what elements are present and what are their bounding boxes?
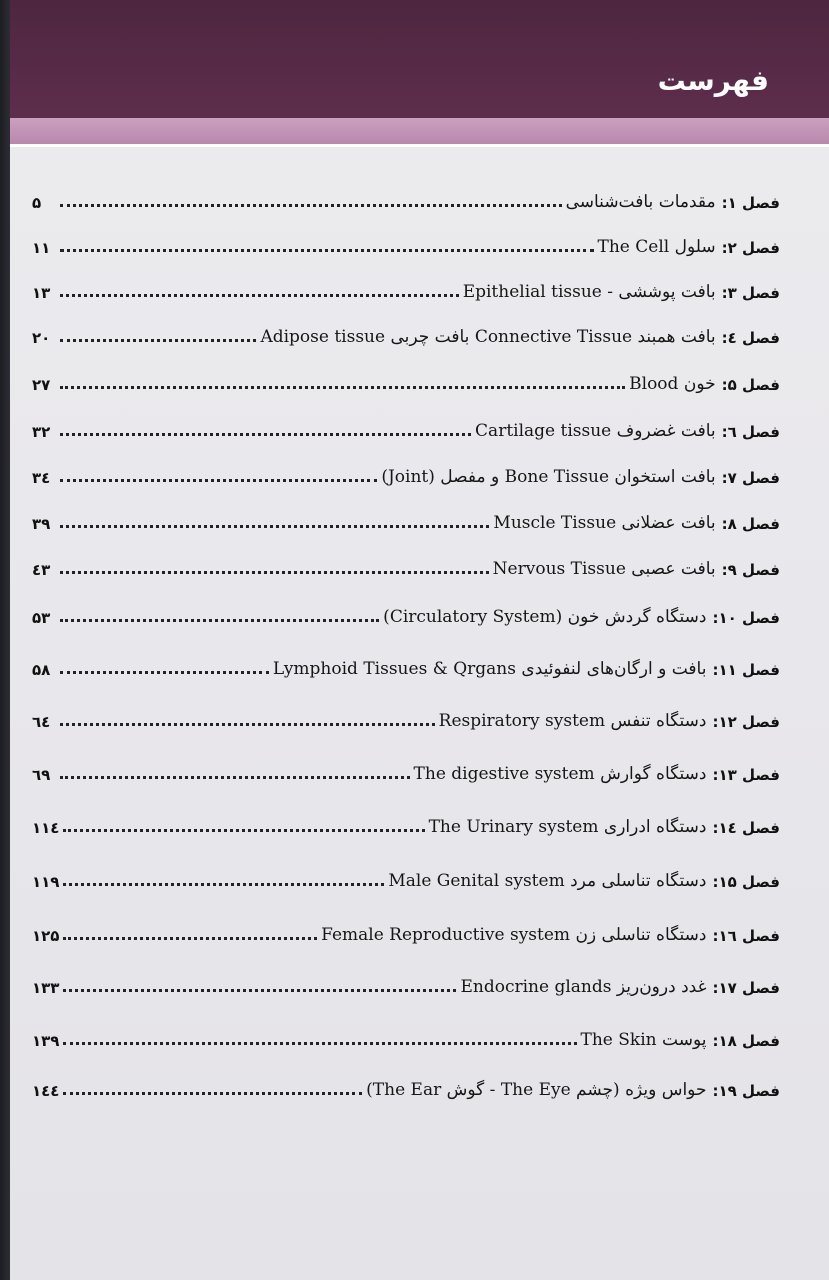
- page-number: ۱۲۵: [32, 927, 60, 945]
- page-number: ۱۱٤: [32, 819, 60, 837]
- page-number: ۵۳: [32, 609, 51, 627]
- toc-entry: [32, 1066, 780, 1100]
- chapter-title: دستگاه ادراری The Urinary system: [428, 817, 707, 837]
- chapter-number: فصل ۱٤:: [712, 819, 780, 837]
- page-number: ۳۹: [32, 515, 51, 533]
- page-number: ۳۲: [32, 423, 51, 441]
- toc-entry: [32, 178, 780, 212]
- chapter-number: فصل ۱۹:: [712, 1082, 780, 1100]
- toc-entry: [32, 963, 780, 997]
- chapter-title: بافت و ارگان‌های لنفوئیدی Lymphoid Tissues & Qrgans: [272, 659, 707, 679]
- dot-leader: [60, 671, 269, 674]
- chapter-number: فصل ۱۳:: [712, 766, 780, 784]
- dot-leader: [60, 433, 471, 436]
- toc-entry: [32, 453, 780, 487]
- chapter-title: پوست The Skin: [580, 1030, 707, 1050]
- chapter-number: فصل ۲:: [721, 239, 780, 257]
- chapter-title: بافت غضروف Cartilage tissue: [475, 421, 716, 441]
- dot-leader: [60, 776, 410, 779]
- dot-leader: [63, 1092, 362, 1095]
- header-divider: [10, 144, 829, 147]
- dot-leader: [60, 204, 562, 207]
- toc-entry: [32, 803, 780, 837]
- dot-leader: [63, 937, 317, 940]
- chapter-title: دستگاه تناسلی مرد Male Genital system: [388, 871, 707, 891]
- chapter-title: حواس ویژه (چشم The Eye - گوش The Ear): [366, 1080, 707, 1100]
- page-number: ۱۳۳: [32, 979, 60, 997]
- chapter-title: دستگاه گردش خون (Circulatory System): [383, 607, 707, 627]
- chapter-number: فصل ۱۵:: [712, 873, 780, 891]
- toc-entry: [32, 407, 780, 441]
- page-number: ۲۰: [32, 329, 51, 347]
- dot-leader: [60, 249, 594, 252]
- toc-page: [10, 0, 829, 1280]
- page-title: فهرست: [657, 64, 769, 97]
- dot-leader: [60, 525, 489, 528]
- page-number: ۱۱: [32, 239, 51, 257]
- chapter-number: فصل ۱۸:: [712, 1032, 780, 1050]
- chapter-number: فصل ۱۷:: [712, 979, 780, 997]
- page-number: ۱۳: [32, 284, 51, 302]
- chapter-title: دستگاه تناسلی زن Female Reproductive system: [321, 925, 707, 945]
- dot-leader: [63, 883, 384, 886]
- chapter-number: فصل ۱۲:: [712, 713, 780, 731]
- chapter-number: فصل ۱٦:: [712, 927, 780, 945]
- chapter-number: فصل ۹:: [721, 561, 780, 579]
- page-number: ۱۳۹: [32, 1032, 60, 1050]
- toc-entry: [32, 223, 780, 257]
- dot-leader: [60, 571, 489, 574]
- toc-entry: [32, 750, 780, 784]
- page-number: ۲۷: [32, 376, 51, 394]
- chapter-number: فصل ۱۱:: [712, 661, 780, 679]
- chapter-number: فصل ۸:: [721, 515, 780, 533]
- toc-entry: [32, 499, 780, 533]
- dot-leader: [60, 386, 625, 389]
- toc-entry: [32, 360, 780, 394]
- toc-entry: [32, 313, 780, 347]
- toc-entry: [32, 645, 780, 679]
- chapter-number: فصل ۷:: [721, 469, 780, 487]
- chapter-title: غدد درون‌ریز Endocrine glands: [460, 977, 707, 997]
- chapter-number: فصل ۵:: [721, 376, 780, 394]
- chapter-title: دستگاه تنفس Respiratory system: [438, 711, 707, 731]
- toc-entry: [32, 268, 780, 302]
- page-number: ٦٤: [32, 713, 51, 731]
- toc-entry: [32, 857, 780, 891]
- chapter-title: خون Blood: [629, 374, 716, 394]
- toc-entry: [32, 1016, 780, 1050]
- chapter-number: فصل ۳:: [721, 284, 780, 302]
- chapter-title: بافت عضلانی Muscle Tissue: [493, 513, 716, 533]
- page-number: ۱٤٤: [32, 1082, 60, 1100]
- page-number: ۵: [32, 194, 42, 212]
- dot-leader: [60, 723, 435, 726]
- dot-leader: [63, 1042, 576, 1045]
- chapter-title: بافت پوششی - Epithelial tissue: [462, 282, 716, 302]
- page-number: ٦۹: [32, 766, 51, 784]
- dot-leader: [60, 479, 377, 482]
- chapter-number: فصل ۱۰:: [712, 609, 780, 627]
- toc-entry: [32, 545, 780, 579]
- page-number: ۳٤: [32, 469, 51, 487]
- chapter-title: بافت عصبی Nervous Tissue: [492, 559, 716, 579]
- page-number: ۱۱۹: [32, 873, 60, 891]
- header-band: [10, 0, 829, 118]
- chapter-title: بافت همبند Connective Tissue بافت چربی Adipose tissue: [260, 327, 716, 347]
- dot-leader: [60, 619, 379, 622]
- chapter-title: سلول The Cell: [597, 237, 716, 257]
- page-number: ٤۳: [32, 561, 51, 579]
- chapter-number: فصل ۱:: [721, 194, 780, 212]
- dot-leader: [60, 339, 256, 342]
- chapter-title: بافت استخوان Bone Tissue و مفصل (Joint): [381, 467, 716, 487]
- chapter-number: فصل ٤:: [721, 329, 780, 347]
- toc-entry: [32, 911, 780, 945]
- dot-leader: [60, 294, 459, 297]
- dot-leader: [63, 829, 424, 832]
- chapter-number: فصل ٦:: [721, 423, 780, 441]
- header-stripe: [10, 118, 829, 144]
- page-number: ۵۸: [32, 661, 51, 679]
- toc-entry: [32, 593, 780, 627]
- dot-leader: [63, 989, 456, 992]
- chapter-title: مقدمات بافت‌شناسی: [565, 192, 716, 212]
- chapter-title: دستگاه گوارش The digestive system: [413, 764, 707, 784]
- toc-entry: [32, 697, 780, 731]
